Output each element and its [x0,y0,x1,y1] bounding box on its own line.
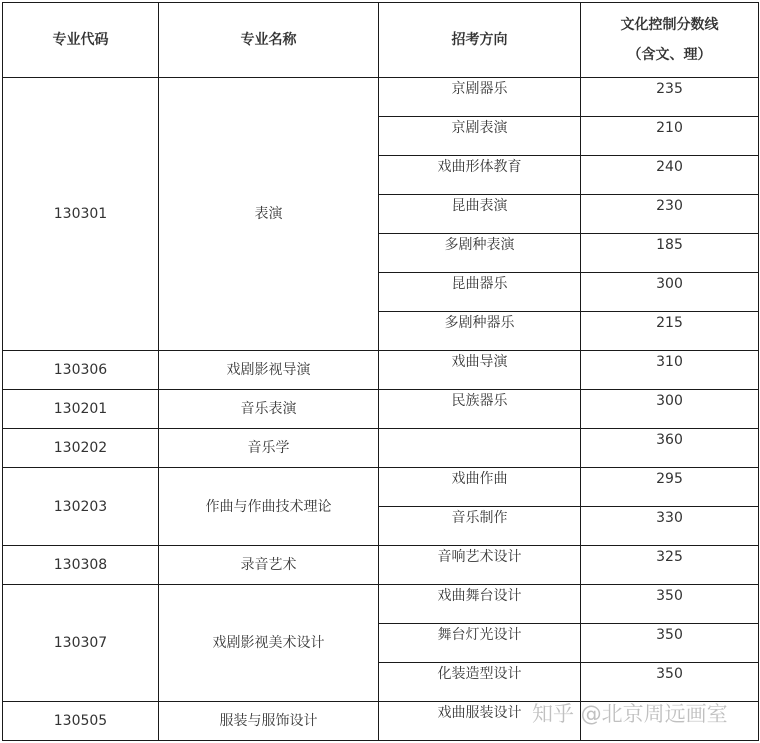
direction-cell [379,546,581,585]
header-score [581,3,759,78]
direction-text: 京剧器乐 [451,81,508,97]
score-cell [581,156,759,195]
direction-text: 昆曲器乐 [451,276,508,292]
score-text: 325 [656,549,683,565]
direction-text: 昆曲表演 [451,198,508,214]
major-name-cell: 录音艺术 [159,546,379,585]
direction-cell [379,351,581,390]
direction-text: 京剧表演 [451,120,508,136]
score-cell [581,390,759,429]
score-text: 350 [656,666,683,682]
major-name-cell: 戏剧影视美术设计 [159,585,379,702]
table-row [3,429,759,468]
score-cell [581,468,759,507]
score-cell [581,585,759,624]
score-text: 310 [656,354,683,370]
score-cell [581,429,759,468]
score-cell [581,507,759,546]
major-code-cell: 130308 [3,546,159,585]
direction-text: 音响艺术设计 [437,549,522,565]
header-direction: 招考方向 [379,3,581,78]
direction-cell [379,702,581,741]
header-score-line2: （含文、理） [627,47,712,63]
score-text: 185 [656,237,683,253]
direction-text: 戏曲作曲 [451,471,508,487]
major-name-cell: 音乐表演 [159,390,379,429]
score-text: 240 [656,159,683,175]
score-cell [581,273,759,312]
direction-text: 戏曲形体教育 [437,159,522,175]
major-name-cell: 戏剧影视导演 [159,351,379,390]
table-row [3,546,759,585]
table-row [3,78,759,117]
direction-cell [379,234,581,273]
major-code-cell: 130505 [3,702,159,741]
score-cell [581,234,759,273]
score-text: 300 [656,276,683,292]
score-text: 215 [656,315,683,331]
major-code-cell: 130307 [3,585,159,702]
score-text: 350 [656,588,683,604]
score-text: 230 [656,198,683,214]
direction-cell [379,507,581,546]
score-cell [581,195,759,234]
table-row [3,585,759,624]
major-name-cell: 作曲与作曲技术理论 [159,468,379,546]
watermark: 知乎 @北京周远画室 [532,702,728,726]
header-score-line1: 文化控制分数线 [620,17,719,33]
table-row [3,468,759,507]
header-name: 专业名称 [159,3,379,78]
score-cell [581,117,759,156]
score-cell [581,624,759,663]
header-row [3,3,759,78]
direction-cell [379,195,581,234]
direction-cell [379,429,581,468]
direction-text: 戏曲导演 [451,354,508,370]
score-text: 300 [656,393,683,409]
score-cell [581,702,759,741]
score-cell [581,312,759,351]
major-name-cell: 音乐学 [159,429,379,468]
table-row [3,702,759,741]
direction-cell [379,663,581,702]
score-text: 295 [656,471,683,487]
score-cell [581,78,759,117]
direction-cell [379,624,581,663]
score-text: 350 [656,627,683,643]
header-code: 专业代码 [3,3,159,78]
score-table [2,2,759,741]
direction-text: 多剧种器乐 [444,315,515,331]
major-code-cell: 130202 [3,429,159,468]
score-text: 210 [656,120,683,136]
major-code-cell: 130306 [3,351,159,390]
direction-cell [379,117,581,156]
direction-cell [379,156,581,195]
direction-text: 化装造型设计 [437,666,522,682]
score-cell [581,351,759,390]
direction-cell [379,390,581,429]
table-row [3,351,759,390]
major-code-cell: 130301 [3,78,159,351]
direction-cell [379,312,581,351]
direction-text: 音乐制作 [451,510,508,526]
direction-text: 民族器乐 [451,393,508,409]
score-cell [581,663,759,702]
major-code-cell: 130201 [3,390,159,429]
direction-cell [379,468,581,507]
direction-text: 戏曲舞台设计 [437,588,522,604]
score-text: 235 [656,81,683,97]
direction-text: 舞台灯光设计 [437,627,522,643]
score-cell [581,546,759,585]
table-row [3,390,759,429]
major-name-cell: 表演 [159,78,379,351]
direction-text: 戏曲服装设计 [437,705,522,721]
score-text: 330 [656,510,683,526]
direction-cell [379,78,581,117]
score-text: 360 [656,432,683,448]
direction-cell [379,273,581,312]
table-body [3,78,759,741]
major-name-cell: 服装与服饰设计 [159,702,379,741]
direction-text: 多剧种表演 [444,237,515,253]
major-code-cell: 130203 [3,468,159,546]
direction-cell [379,585,581,624]
